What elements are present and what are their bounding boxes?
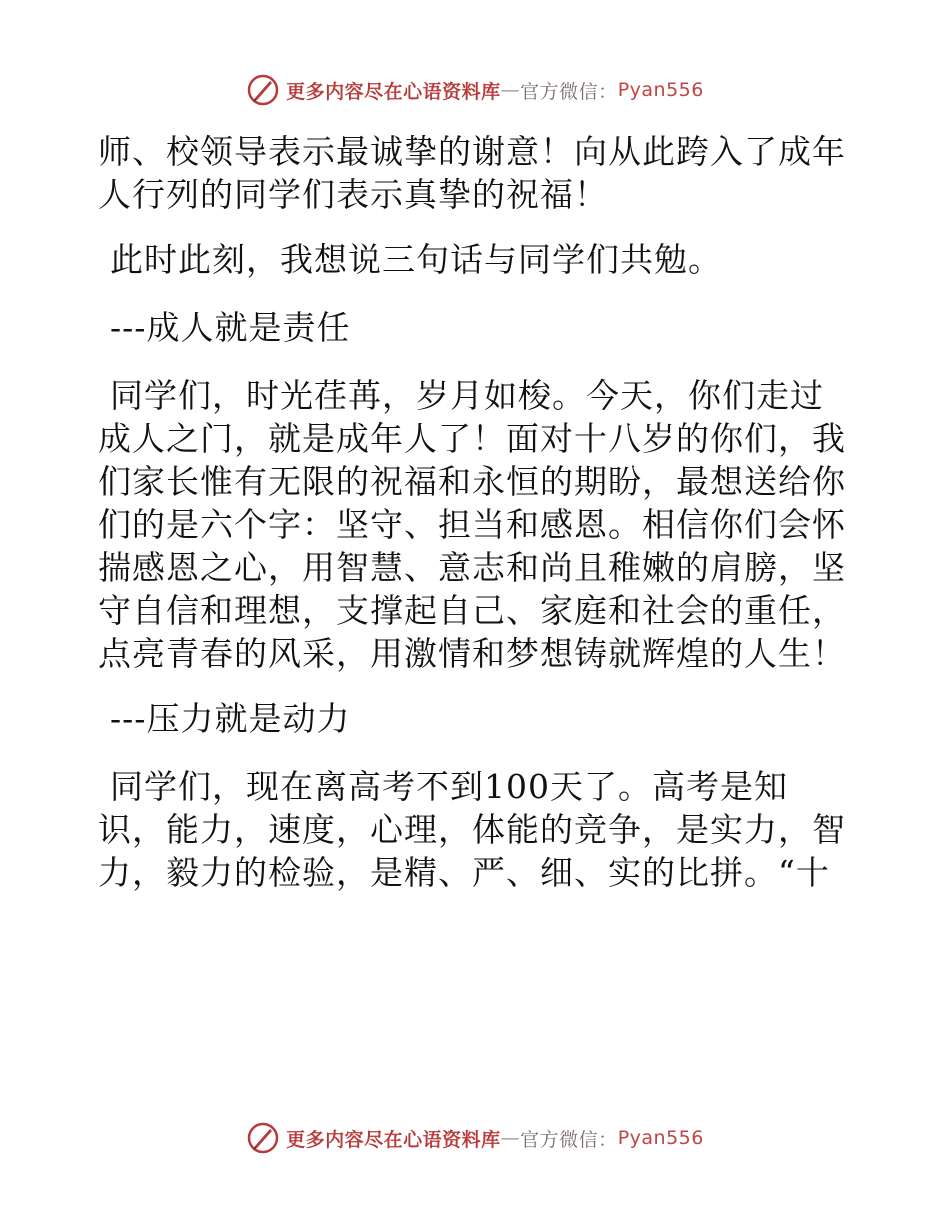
- text-line: 点亮青春的风采，用激情和梦想铸就辉煌的人生！: [98, 634, 846, 673]
- text-line: 成人之门，就是成年人了！面对十八岁的你们，我: [98, 419, 846, 458]
- text-line: 揣感恩之心，用智慧、意志和尚且稚嫩的肩膀，坚: [98, 548, 846, 587]
- banner-separator: —: [500, 79, 521, 101]
- quill-logo-icon: [246, 1121, 280, 1155]
- header-banner: [0, 68, 950, 112]
- section-heading: ---成人就是责任: [110, 308, 351, 347]
- document-body: [98, 120, 858, 894]
- text-line: 们的是六个字：坚守、担当和感恩。相信你们会怀: [98, 505, 846, 544]
- banner-wechat-label: 官方微信：: [520, 1128, 618, 1151]
- text-line: 识，能力，速度，心理，体能的竞争，是实力，智: [98, 810, 846, 849]
- text-line: 同学们，现在离高考不到100天了。高考是知: [110, 767, 788, 806]
- text-line: 守自信和理想，支撑起自己、家庭和社会的重任，: [98, 591, 846, 630]
- text-line: 同学们，时光荏苒，岁月如梭。今天，你们走过: [110, 376, 824, 415]
- text-line: 力，毅力的检验，是精、严、细、实的比拼。“十: [98, 853, 830, 892]
- banner-wechat-label: 官方微信：: [520, 80, 618, 103]
- section-heading: ---压力就是动力: [110, 699, 351, 738]
- text-line: 们家长惟有无限的祝福和永恒的期盼，最想送给你: [98, 462, 846, 501]
- banner-title: 更多内容尽在心语资料库: [286, 1128, 501, 1151]
- text-line: 人行列的同学们表示真挚的祝福！: [98, 175, 608, 214]
- banner-separator: —: [500, 1127, 521, 1149]
- quill-logo-icon: [246, 73, 280, 107]
- banner-wechat-id: Pyan556: [617, 1127, 704, 1149]
- text-line: 此时此刻，我想说三句话与同学们共勉。: [110, 240, 722, 279]
- banner-title: 更多内容尽在心语资料库: [286, 80, 501, 103]
- banner-wechat-id: Pyan556: [617, 79, 704, 101]
- footer-banner: [0, 1116, 950, 1160]
- text-line: 师、校领导表示最诚挚的谢意！向从此跨入了成年: [98, 132, 846, 171]
